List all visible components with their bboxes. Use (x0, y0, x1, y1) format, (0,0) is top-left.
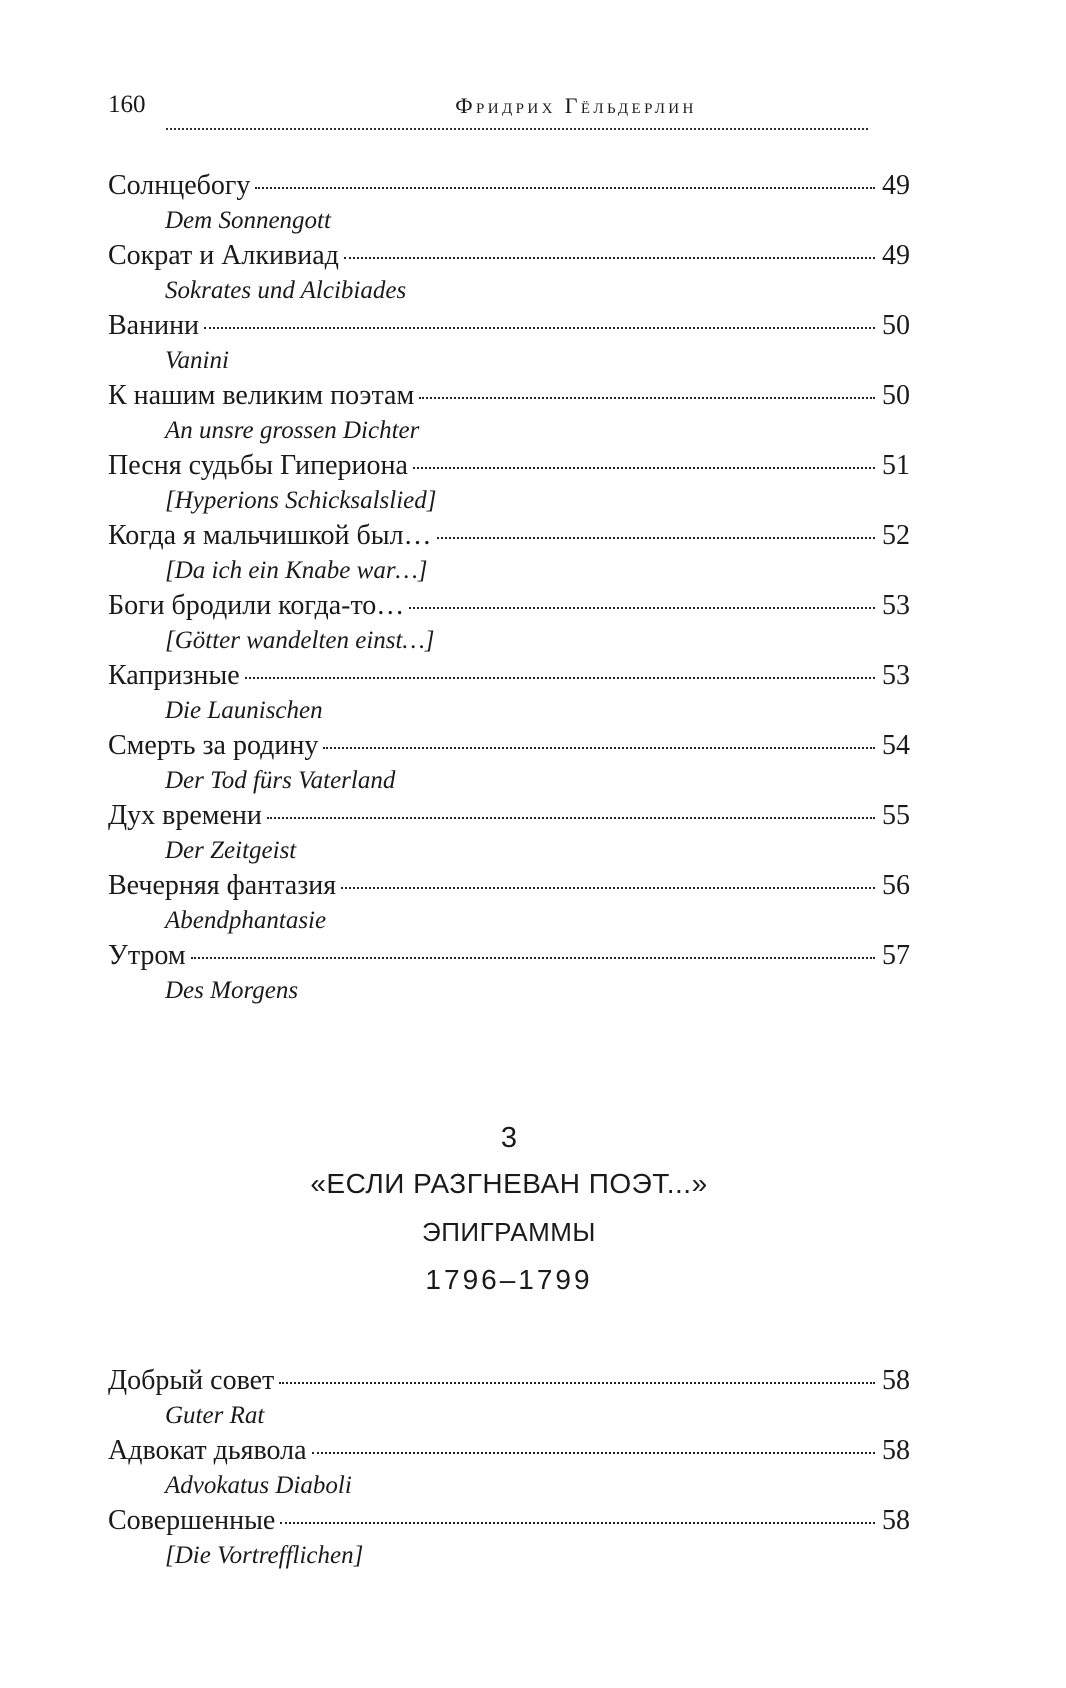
toc-entry (108, 1363, 910, 1433)
toc-entry-original-title: Guter Rat (165, 1402, 265, 1429)
toc-entry-line (108, 938, 910, 974)
dot-leader (419, 397, 875, 399)
running-title: Фридрих Гёльдерлин (455, 93, 697, 118)
dot-leader (413, 467, 875, 469)
section-number: 3 (500, 1122, 518, 1154)
toc-entry-page: 58 (882, 1505, 910, 1536)
toc-entry-original-title: Dem Sonnengott (165, 207, 331, 234)
toc-entry-page: 53 (882, 660, 910, 691)
toc-entry-line (108, 868, 910, 904)
dot-leader (255, 187, 875, 189)
toc-entry-page: 57 (882, 940, 910, 971)
toc-entry-line (108, 378, 910, 414)
running-head (108, 90, 865, 134)
toc-entry-page: 51 (882, 450, 910, 481)
toc-entry-page: 49 (882, 170, 910, 201)
toc-entry-original-title: Der Tod fürs Vaterland (165, 767, 396, 794)
toc-entry-title: Адвокат дьявола (108, 1435, 307, 1466)
toc-entry-title: Капризные (108, 660, 240, 691)
toc-entry-title: Совершенные (108, 1505, 276, 1536)
toc-entry-page: 58 (882, 1365, 910, 1396)
toc-entry-page: 50 (882, 310, 910, 341)
toc-entry-original-title: [Da ich ein Knabe war…] (165, 557, 428, 584)
toc-entry-title: К нашим великим поэтам (108, 380, 415, 411)
toc-entry-line (108, 308, 910, 344)
toc-entry-original-title: [Hyperions Schicksalslied] (165, 487, 437, 514)
toc-entry-title: Смерть за родину (108, 730, 319, 761)
dot-leader (344, 257, 875, 259)
page-number: 160 (108, 91, 146, 118)
dot-leader (279, 1382, 875, 1384)
toc-list-second (108, 1363, 910, 1573)
toc-entry-title: Добрый совет (108, 1365, 275, 1396)
toc-entry (108, 938, 910, 1008)
toc-entry-page: 49 (882, 240, 910, 271)
dot-leader (437, 537, 875, 539)
toc-entry (108, 868, 910, 938)
toc-entry-original-title: Die Launischen (165, 697, 323, 724)
dot-leader (267, 817, 875, 819)
dot-leader (323, 747, 875, 749)
toc-entry (108, 798, 910, 868)
toc-entry (108, 588, 910, 658)
toc-entry-line (108, 728, 910, 764)
toc-entry (108, 1503, 910, 1573)
toc-entry-line (108, 238, 910, 274)
toc-entry (108, 1433, 910, 1503)
section-years: 1796–1799 (425, 1264, 593, 1295)
toc-entry-original-title: Advokatus Diaboli (165, 1472, 352, 1499)
toc-entry-page: 50 (882, 380, 910, 411)
toc-entry-title: Ванини (108, 310, 200, 341)
dot-leader (204, 327, 875, 329)
toc-entry (108, 378, 910, 448)
toc-entry-original-title: Der Zeitgeist (165, 837, 297, 864)
toc-entry-original-title: Abendphantasie (165, 907, 327, 934)
toc-entry (108, 168, 910, 238)
toc-entry-title: Когда я мальчишкой был… (108, 520, 432, 551)
toc-entry-title: Солнцебогу (108, 170, 251, 201)
toc-entry-title: Боги бродили когда-то… (108, 590, 405, 621)
toc-entry-line (108, 1503, 910, 1539)
toc-entry-page: 52 (882, 520, 910, 551)
toc-entry-original-title: Sokrates und Alcibiades (165, 277, 407, 304)
toc-entry-line (108, 588, 910, 624)
toc-entry-page: 55 (882, 800, 910, 831)
toc-entry-title: Вечерняя фантазия (108, 870, 337, 901)
toc-entry-line (108, 1433, 910, 1469)
toc-list-first (108, 168, 910, 1008)
dot-leader (312, 1452, 875, 1454)
toc-entry-line (108, 1363, 910, 1399)
toc-entry (108, 518, 910, 588)
toc-entry-page: 58 (882, 1435, 910, 1466)
toc-entry-title: Дух времени (108, 800, 262, 831)
toc-entry-title: Песня судьбы Гипериона (108, 450, 408, 481)
toc-entry (108, 308, 910, 378)
section-title: «ЕСЛИ РАЗГНЕВАН ПОЭТ...» (310, 1168, 708, 1199)
toc-entry-page: 53 (882, 590, 910, 621)
toc-entry-original-title: [Götter wandelten einst…] (165, 627, 435, 654)
toc-entry-line (108, 168, 910, 204)
toc-entry-original-title: [Die Vortrefflichen] (165, 1542, 364, 1569)
toc-entry-line (108, 658, 910, 694)
toc-entry-page: 56 (882, 870, 910, 901)
toc-entry-title: Сократ и Алкивиад (108, 240, 339, 271)
toc-entry-line (108, 798, 910, 834)
section-subtitle: ЭПИГРАММЫ (422, 1217, 596, 1247)
toc-entry (108, 448, 910, 518)
dot-leader (245, 677, 875, 679)
toc-entry-original-title: Vanini (165, 347, 229, 374)
dot-leader (409, 607, 875, 609)
toc-entry (108, 728, 910, 798)
dot-leader (191, 957, 875, 959)
dot-leader (341, 887, 875, 889)
toc-entry (108, 238, 910, 308)
toc-entry (108, 658, 910, 728)
toc-entry-line (108, 518, 910, 554)
dot-leader (280, 1522, 875, 1524)
toc-entry-page: 54 (882, 730, 910, 761)
header-dotted-rule (166, 128, 868, 130)
toc-entry-original-title: Des Morgens (165, 977, 299, 1004)
toc-entry-original-title: An unsre grossen Dichter (165, 417, 420, 444)
toc-entry-title: Утром (108, 940, 186, 971)
toc-entry-line (108, 448, 910, 484)
